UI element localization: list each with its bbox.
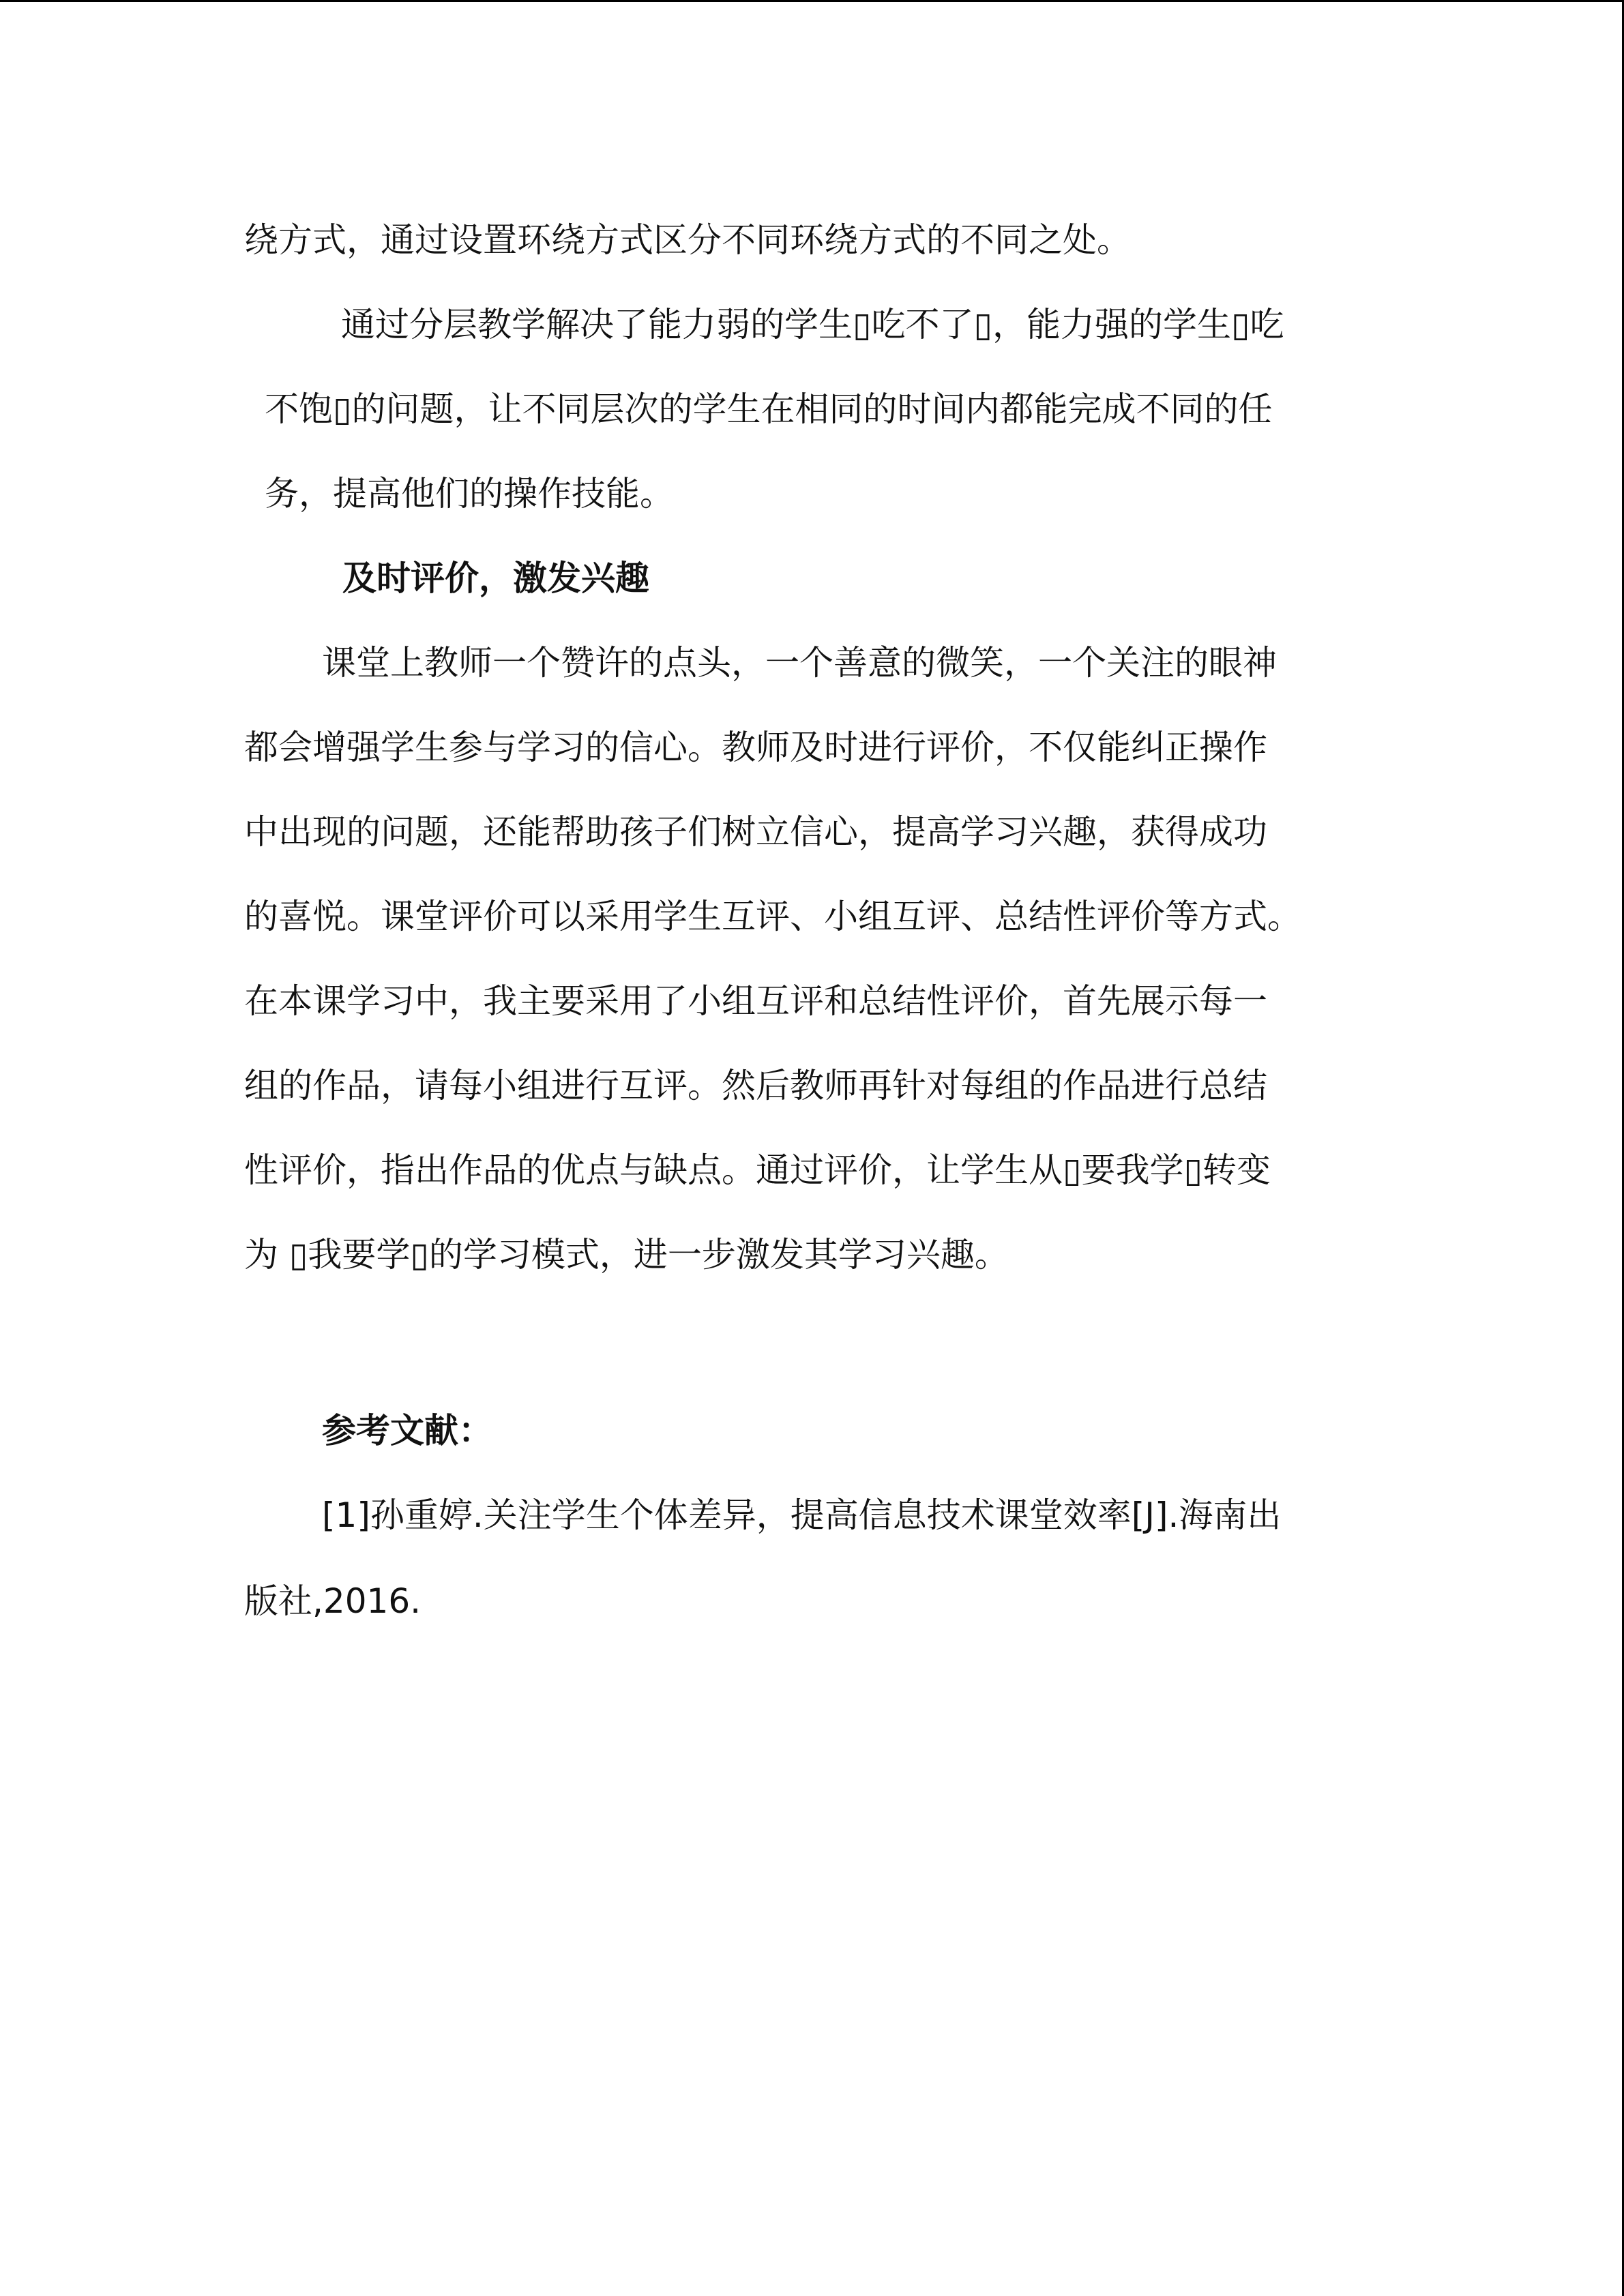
body-line: 在本课学习中，我主要采用了小组互评和总结性评价，首先展示每一 (244, 981, 1267, 1021)
body-line: 不饱▯的问题，让不同层次的学生在相同的时间内都能完成不同的任 (265, 389, 1273, 429)
body-line: 绕方式，通过设置环绕方式区分不同环绕方式的不同之处。 (244, 220, 1131, 260)
body-line: 组的作品，请每小组进行互评。然后教师再针对每组的作品进行总结 (244, 1066, 1267, 1105)
reference-item-continuation: 版社,2016. (244, 1581, 422, 1621)
references-heading: 参考文献： (322, 1411, 492, 1450)
section-heading: 及时评价，激发兴趣 (342, 558, 649, 598)
body-line: 都会增强学生参与学习的信心。教师及时进行评价，不仅能纠正操作 (244, 728, 1267, 767)
body-line: 性评价，指出作品的优点与缺点。通过评价，让学生从▯要我学▯转变 (244, 1150, 1271, 1190)
body-line: 中出现的问题，还能帮助孩子们树立信心，提高学习兴趣，获得成功 (244, 812, 1267, 852)
body-line: 为 ▯我要学▯的学习模式，进一步激发其学习兴趣。 (244, 1235, 1009, 1274)
reference-item: [1]孙重婷.关注学生个体差异，提高信息技术课堂效率[J].海南出 (322, 1495, 1282, 1535)
body-line: 课堂上教师一个赞许的点头，一个善意的微笑，一个关注的眼神 (322, 643, 1277, 683)
body-line: 务，提高他们的操作技能。 (265, 474, 674, 513)
body-line: 的喜悦。课堂评价可以采用学生互评、小组互评、总结性评价等方式。 (244, 897, 1301, 936)
body-line: 通过分层教学解决了能力弱的学生▯吃不了▯，能力强的学生▯吃 (341, 305, 1284, 344)
